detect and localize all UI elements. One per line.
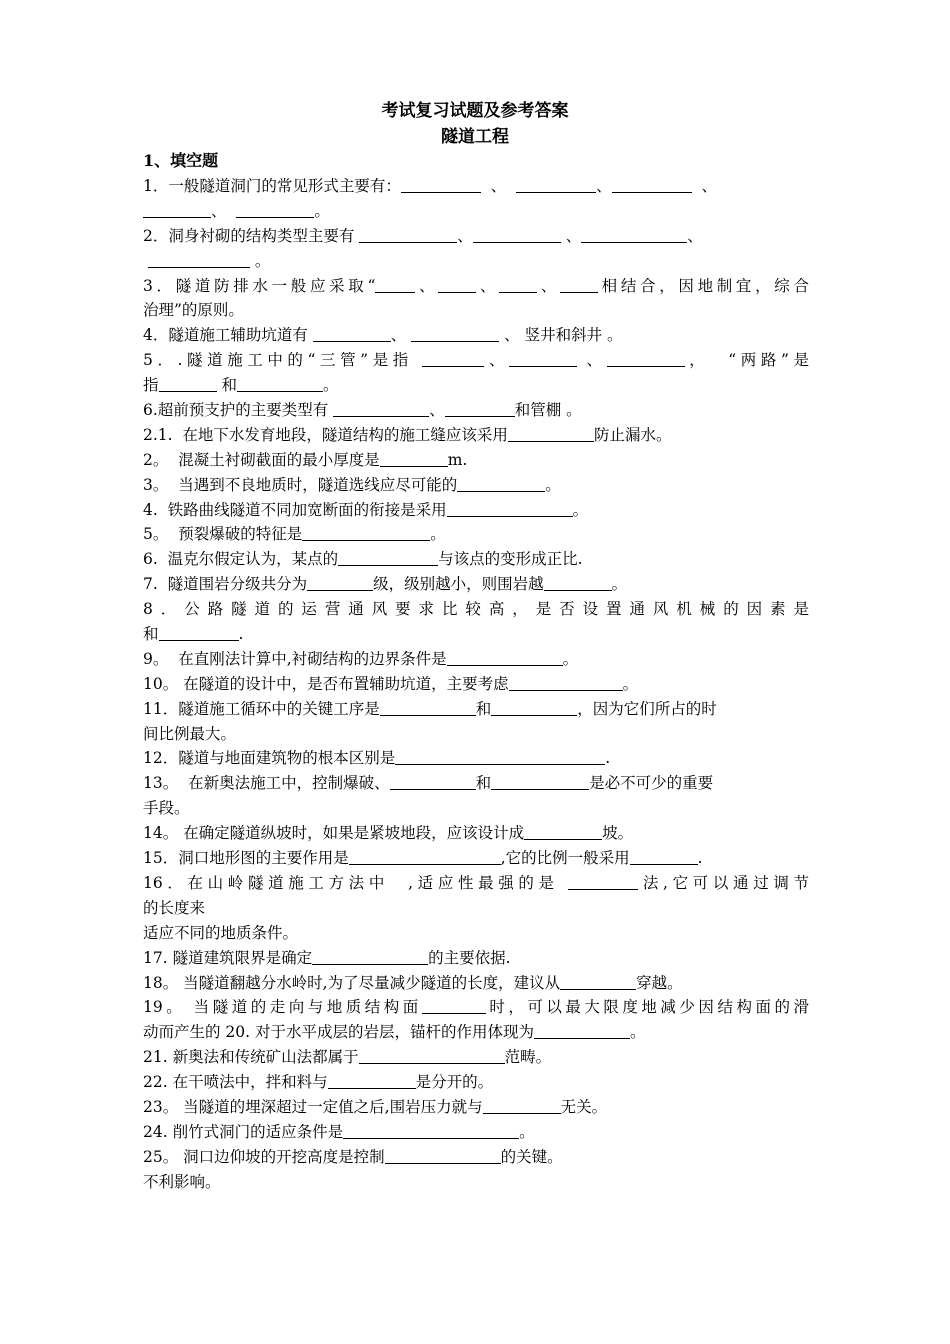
answer-blank <box>422 997 486 1014</box>
answer-blank <box>375 276 415 293</box>
question-text: 是必不可少的重要 <box>589 774 714 793</box>
question-line <box>143 971 809 996</box>
question-text: 的关键。 <box>500 1147 563 1166</box>
question-text: 是分开的。 <box>415 1073 494 1092</box>
answer-blank <box>236 201 314 218</box>
question-text: 治理”的原则。 <box>143 301 244 320</box>
question-text: 、 <box>429 401 445 420</box>
question-text: 坡。 <box>602 824 634 843</box>
question-text: 、 <box>691 177 717 195</box>
question-line <box>143 1145 809 1170</box>
answer-blank <box>524 823 602 840</box>
question-text: 范畴。 <box>504 1048 552 1067</box>
question-text: 11．隧道施工循环中的关键工序是 <box>143 699 380 718</box>
document-title: 考试复习试题及参考答案 <box>381 101 569 121</box>
question-text: 22. 在干喷法中，拌和料与 <box>143 1073 328 1092</box>
question-text: 的主要依据. <box>428 948 511 967</box>
question-line <box>143 1120 809 1145</box>
answer-blank <box>473 226 561 243</box>
question-line <box>143 348 809 373</box>
question-text: 13。 在新奥法施工中，控制爆破、 <box>143 774 390 793</box>
question-text: 25。 洞口边仰坡的开挖高度是控制 <box>143 1147 385 1166</box>
question-text: ，因为它们所占的时 <box>577 699 717 718</box>
question-text: ， “两路”是 <box>684 351 809 370</box>
answer-blank <box>159 375 217 392</box>
question-line <box>143 423 809 448</box>
question-text: 16．在山岭隧道施工方法中 ,适应性最强的是 <box>143 873 569 892</box>
question-text: 。 <box>519 1122 535 1141</box>
question-text: 、 <box>596 177 612 195</box>
question-text: 24. 削竹式洞门的适应条件是 <box>143 1122 344 1141</box>
question-line <box>143 373 809 398</box>
question-line <box>143 473 809 498</box>
question-text: 15．洞口地形图的主要作用是 <box>143 849 349 868</box>
answer-blank <box>312 948 428 965</box>
question-text: 手段。 <box>143 799 190 818</box>
question-line <box>143 821 809 846</box>
question-text: 23。 当隧道的埋深超过一定值之后,围岩压力就与 <box>143 1097 483 1116</box>
answer-blank <box>491 773 589 790</box>
question-text: 。 <box>611 575 628 594</box>
question-text: 穿越。 <box>636 973 683 992</box>
document-subtitle: 隧道工程 <box>441 127 509 147</box>
question-text: 和管棚 。 <box>514 401 582 420</box>
question-text: 和 <box>475 699 492 718</box>
question-text: 。 <box>430 525 446 544</box>
question-text: 、 <box>476 276 500 295</box>
question-text: 、 <box>415 276 439 295</box>
question-line <box>143 174 809 199</box>
question-line <box>143 522 809 547</box>
answer-blank <box>343 1122 519 1139</box>
question-text: 。 <box>630 1023 646 1042</box>
question-text: 17. 隧道建筑限界是确定 <box>143 948 313 967</box>
question-list <box>143 174 809 1195</box>
answer-blank <box>385 1147 501 1164</box>
answer-blank <box>328 1072 416 1089</box>
question-line <box>143 1045 809 1070</box>
question-line <box>143 448 809 473</box>
question-text: ,它的比例一般采用 <box>500 849 630 868</box>
answer-blank <box>333 400 429 417</box>
question-line <box>143 697 809 722</box>
question-text: 12．隧道与地面建筑物的根本区别是 <box>143 749 396 768</box>
question-text: 2．洞身衬砌的结构类型主要有 <box>143 226 360 245</box>
answer-blank <box>359 1047 505 1064</box>
answer-blank <box>560 276 598 293</box>
answer-blank <box>380 450 448 467</box>
answer-blank <box>143 201 211 218</box>
question-text: 。 <box>562 649 579 668</box>
question-line <box>143 274 809 299</box>
answer-blank <box>307 574 373 591</box>
question-text: 7. 隧道围岩分级共分为 <box>143 575 308 594</box>
question-text: 、 <box>577 351 607 370</box>
question-text: 和 <box>143 625 159 644</box>
question-line <box>143 547 809 572</box>
question-text: 3。 当遇到不良地质时，隧道选线应尽可能的 <box>143 475 458 494</box>
question-line <box>143 921 809 946</box>
answer-blank <box>148 251 250 268</box>
question-line <box>143 597 809 622</box>
answer-blank <box>534 1022 630 1039</box>
question-text: 。 <box>622 674 639 693</box>
question-text: 动而产生的 20. 对于水平成层的岩层，锚杆的作用体现为 <box>143 1023 535 1042</box>
question-text: 无关。 <box>560 1097 608 1116</box>
question-text: 5．.隧道施工中的“三管”是指 <box>143 351 423 370</box>
question-text: 、 <box>484 351 510 370</box>
question-text: 4. 铁路曲线隧道不同加宽断面的衔接是采用 <box>143 500 447 519</box>
question-line <box>143 1070 809 1095</box>
question-line <box>143 846 809 871</box>
answer-blank <box>447 500 573 517</box>
question-line <box>143 746 809 771</box>
question-text: 法,它可以通过调节 <box>638 873 809 892</box>
question-text: 1．一般隧道洞门的常见形式主要有： <box>143 177 401 195</box>
question-line <box>143 323 809 348</box>
question-text: 、 竖井和斜井 。 <box>499 326 623 345</box>
answer-blank <box>338 549 438 566</box>
question-text: 适应不同的地质条件。 <box>143 923 299 942</box>
question-line <box>143 896 809 921</box>
answer-blank <box>630 848 698 865</box>
question-text: 。 <box>572 500 589 519</box>
answer-blank <box>499 276 537 293</box>
question-text: . <box>697 849 703 868</box>
question-text: . <box>238 625 244 644</box>
answer-blank <box>302 524 430 541</box>
answer-blank <box>395 748 605 765</box>
question-text: 不利影响。 <box>143 1172 221 1191</box>
question-line <box>143 995 809 1020</box>
question-text: 。 <box>249 251 271 270</box>
answer-blank <box>457 475 545 492</box>
question-text: 与该点的变形成正比. <box>438 550 583 569</box>
question-text: 相结合，因地制宜，综合 <box>598 276 809 295</box>
question-line <box>143 647 809 672</box>
question-text: 8．公路隧道的运营通风要求比较高，是否设置通风机械的因素是 <box>143 600 809 619</box>
question-text: 。 <box>545 475 561 494</box>
question-line <box>143 249 809 274</box>
question-text: m. <box>447 450 468 469</box>
question-text: 21. 新奥法和传统矿山法都属于 <box>143 1048 359 1067</box>
answer-blank <box>359 226 457 243</box>
question-line <box>143 722 809 747</box>
answer-blank <box>422 350 484 367</box>
question-text: 4．隧道施工辅助坑道有 <box>143 326 313 345</box>
question-text: 、 <box>390 326 412 345</box>
answer-blank <box>447 649 563 666</box>
question-text: 指 <box>143 376 159 395</box>
question-text: 9。 在直刚法计算中,衬砌结构的边界条件是 <box>143 649 447 668</box>
answer-blank <box>401 176 481 193</box>
answer-blank <box>544 574 612 591</box>
answer-blank <box>509 674 623 691</box>
answer-blank <box>411 325 499 342</box>
question-text: 14。 在确定隧道纵坡时，如果是紧坡地段，应该设计成 <box>143 824 525 843</box>
answer-blank <box>380 699 476 716</box>
question-line <box>143 622 809 647</box>
question-text: 2.1. 在地下水发育地段，隧道结构的施工缝应该采用 <box>143 425 508 444</box>
question-text: 和 <box>216 376 237 395</box>
answer-blank <box>237 375 323 392</box>
question-line <box>143 672 809 697</box>
answer-blank <box>349 848 501 865</box>
question-text: 、 <box>687 226 703 245</box>
question-line <box>143 1020 809 1045</box>
answer-blank <box>313 325 391 342</box>
question-line <box>143 199 809 224</box>
question-text: 和 <box>475 774 492 793</box>
question-line <box>143 1095 809 1120</box>
answer-blank <box>516 176 596 193</box>
answer-blank <box>159 624 239 641</box>
question-text: 5。 预裂爆破的特征是 <box>143 525 303 544</box>
question-text: 6.超前预支护的主要类型有 <box>143 401 334 420</box>
question-line <box>143 572 809 597</box>
question-text: 级，级别越小，则围岩越 <box>373 575 544 594</box>
question-line <box>143 946 809 971</box>
answer-blank <box>560 973 636 990</box>
question-line <box>143 796 809 821</box>
question-text: 2。 混凝土衬砌截面的最小厚度是 <box>143 450 380 469</box>
answer-blank <box>581 226 687 243</box>
question-text: 、 <box>560 226 582 245</box>
answer-blank <box>612 176 692 193</box>
question-text: 3．隧道防排水一般应采取“ <box>143 276 376 295</box>
question-text: 18。 当隧道翻越分水岭时,为了尽量减少隧道的长度，建议从 <box>143 973 561 992</box>
question-text: 10。 在隧道的设计中，是否布置辅助坑道，主要考虑 <box>143 674 509 693</box>
answer-blank <box>445 400 515 417</box>
answer-blank <box>508 425 594 442</box>
question-text: 。 <box>322 376 339 395</box>
question-text: 6. 温克尔假定认为，某点的 <box>143 550 339 569</box>
question-text: 的长度来 <box>143 898 206 917</box>
answer-blank <box>438 276 476 293</box>
question-text: 、 <box>480 177 517 195</box>
answer-blank <box>390 773 476 790</box>
question-line <box>143 1170 809 1195</box>
section-heading: 1、填空题 <box>143 151 219 170</box>
question-text: 19。 当隧道的走向与地质结构面 <box>143 998 422 1017</box>
question-text: 、 <box>537 276 560 295</box>
question-line <box>143 298 809 323</box>
question-text: 。 <box>314 201 330 220</box>
question-text: 、 <box>457 226 473 245</box>
question-line <box>143 398 809 423</box>
question-text: 间比例最大。 <box>143 724 237 743</box>
answer-blank <box>568 873 638 890</box>
question-line <box>143 498 809 523</box>
question-text: 防止漏水。 <box>593 425 672 444</box>
question-text: 、 <box>211 201 237 220</box>
answer-blank <box>607 350 685 367</box>
answer-blank <box>509 350 577 367</box>
answer-blank <box>491 699 577 716</box>
question-line <box>143 224 809 249</box>
question-line <box>143 771 809 796</box>
question-text: . <box>605 749 611 768</box>
question-text: 时，可以最大限度地减少因结构面的滑 <box>485 998 809 1017</box>
answer-blank <box>483 1097 561 1114</box>
question-line <box>143 871 809 896</box>
